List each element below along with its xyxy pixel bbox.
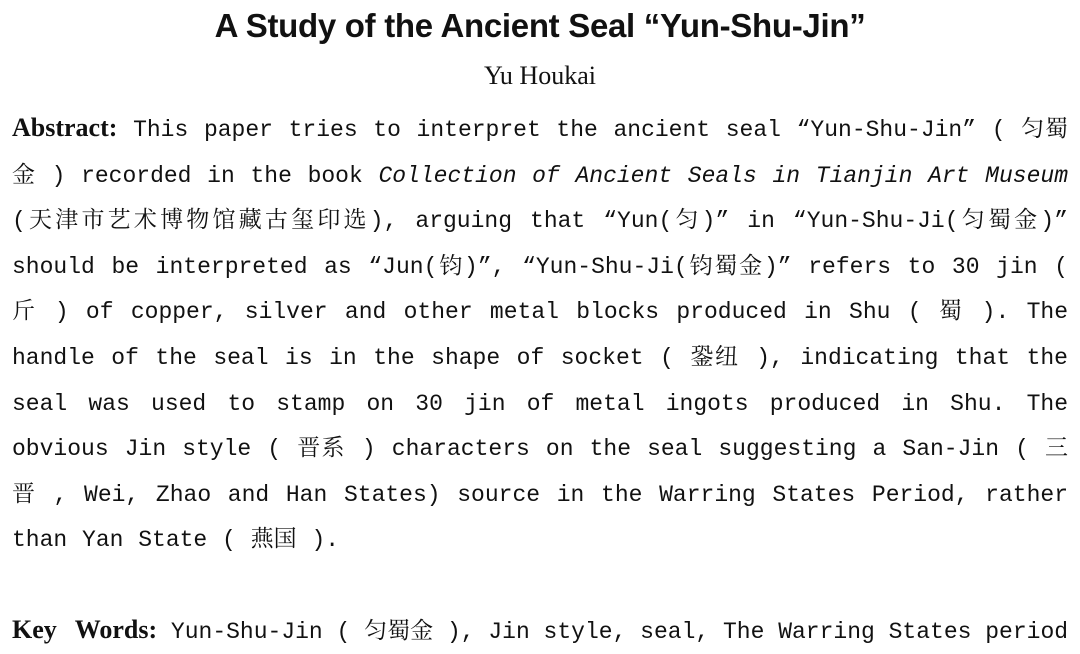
keywords-label-second: Words: — [74, 615, 158, 644]
keywords-text: Yun-Shu-Jin ( 匀蜀金 ), Jin style, seal, The Warring States period — [157, 619, 1069, 645]
keywords-line — [12, 608, 1068, 654]
abstract-text-part-2: (天津市艺术博物馆藏古玺印选), arguing that “Yun(匀)” in “Yun-Shu-Ji(匀蜀金)” should be interpreted as “Jun(钧)”, “Yun-Shu-Ji(钧蜀金)” refers to 30 jin ( 斤 ) of copper, silver and other metal blocks produced in Shu ( 蜀 ). The handle of the seal is in the shape of socket ( 銎纽 ), indicating that the seal was used to stamp on 30 jin of metal ingots produced in Shu. The obvious Jin style ( 晋系 ) characters on the seal suggesting a San-Jin ( 三晋 , Wei, Zhao and Han States) source in the Warring States Period, rather than Yan State ( 燕国 ). — [12, 208, 1068, 554]
abstract-label: Abstract: — [12, 113, 118, 142]
author-name: Yu Houkai — [484, 61, 596, 90]
book-title: Collection of Ancient Seals in Tianjin Art Museum — [378, 162, 1068, 189]
abstract-text-part-1: This paper tries to interpret the ancient seal “Yun-Shu-Jin” ( 匀蜀金 ) recorded in the book — [12, 117, 1068, 189]
keywords-label-first: Key — [12, 615, 57, 644]
keywords-label — [12, 615, 157, 644]
paper-title: A Study of the Ancient Seal “Yun-Shu-Jin” — [214, 7, 866, 44]
abstract-paragraph — [12, 105, 1068, 564]
